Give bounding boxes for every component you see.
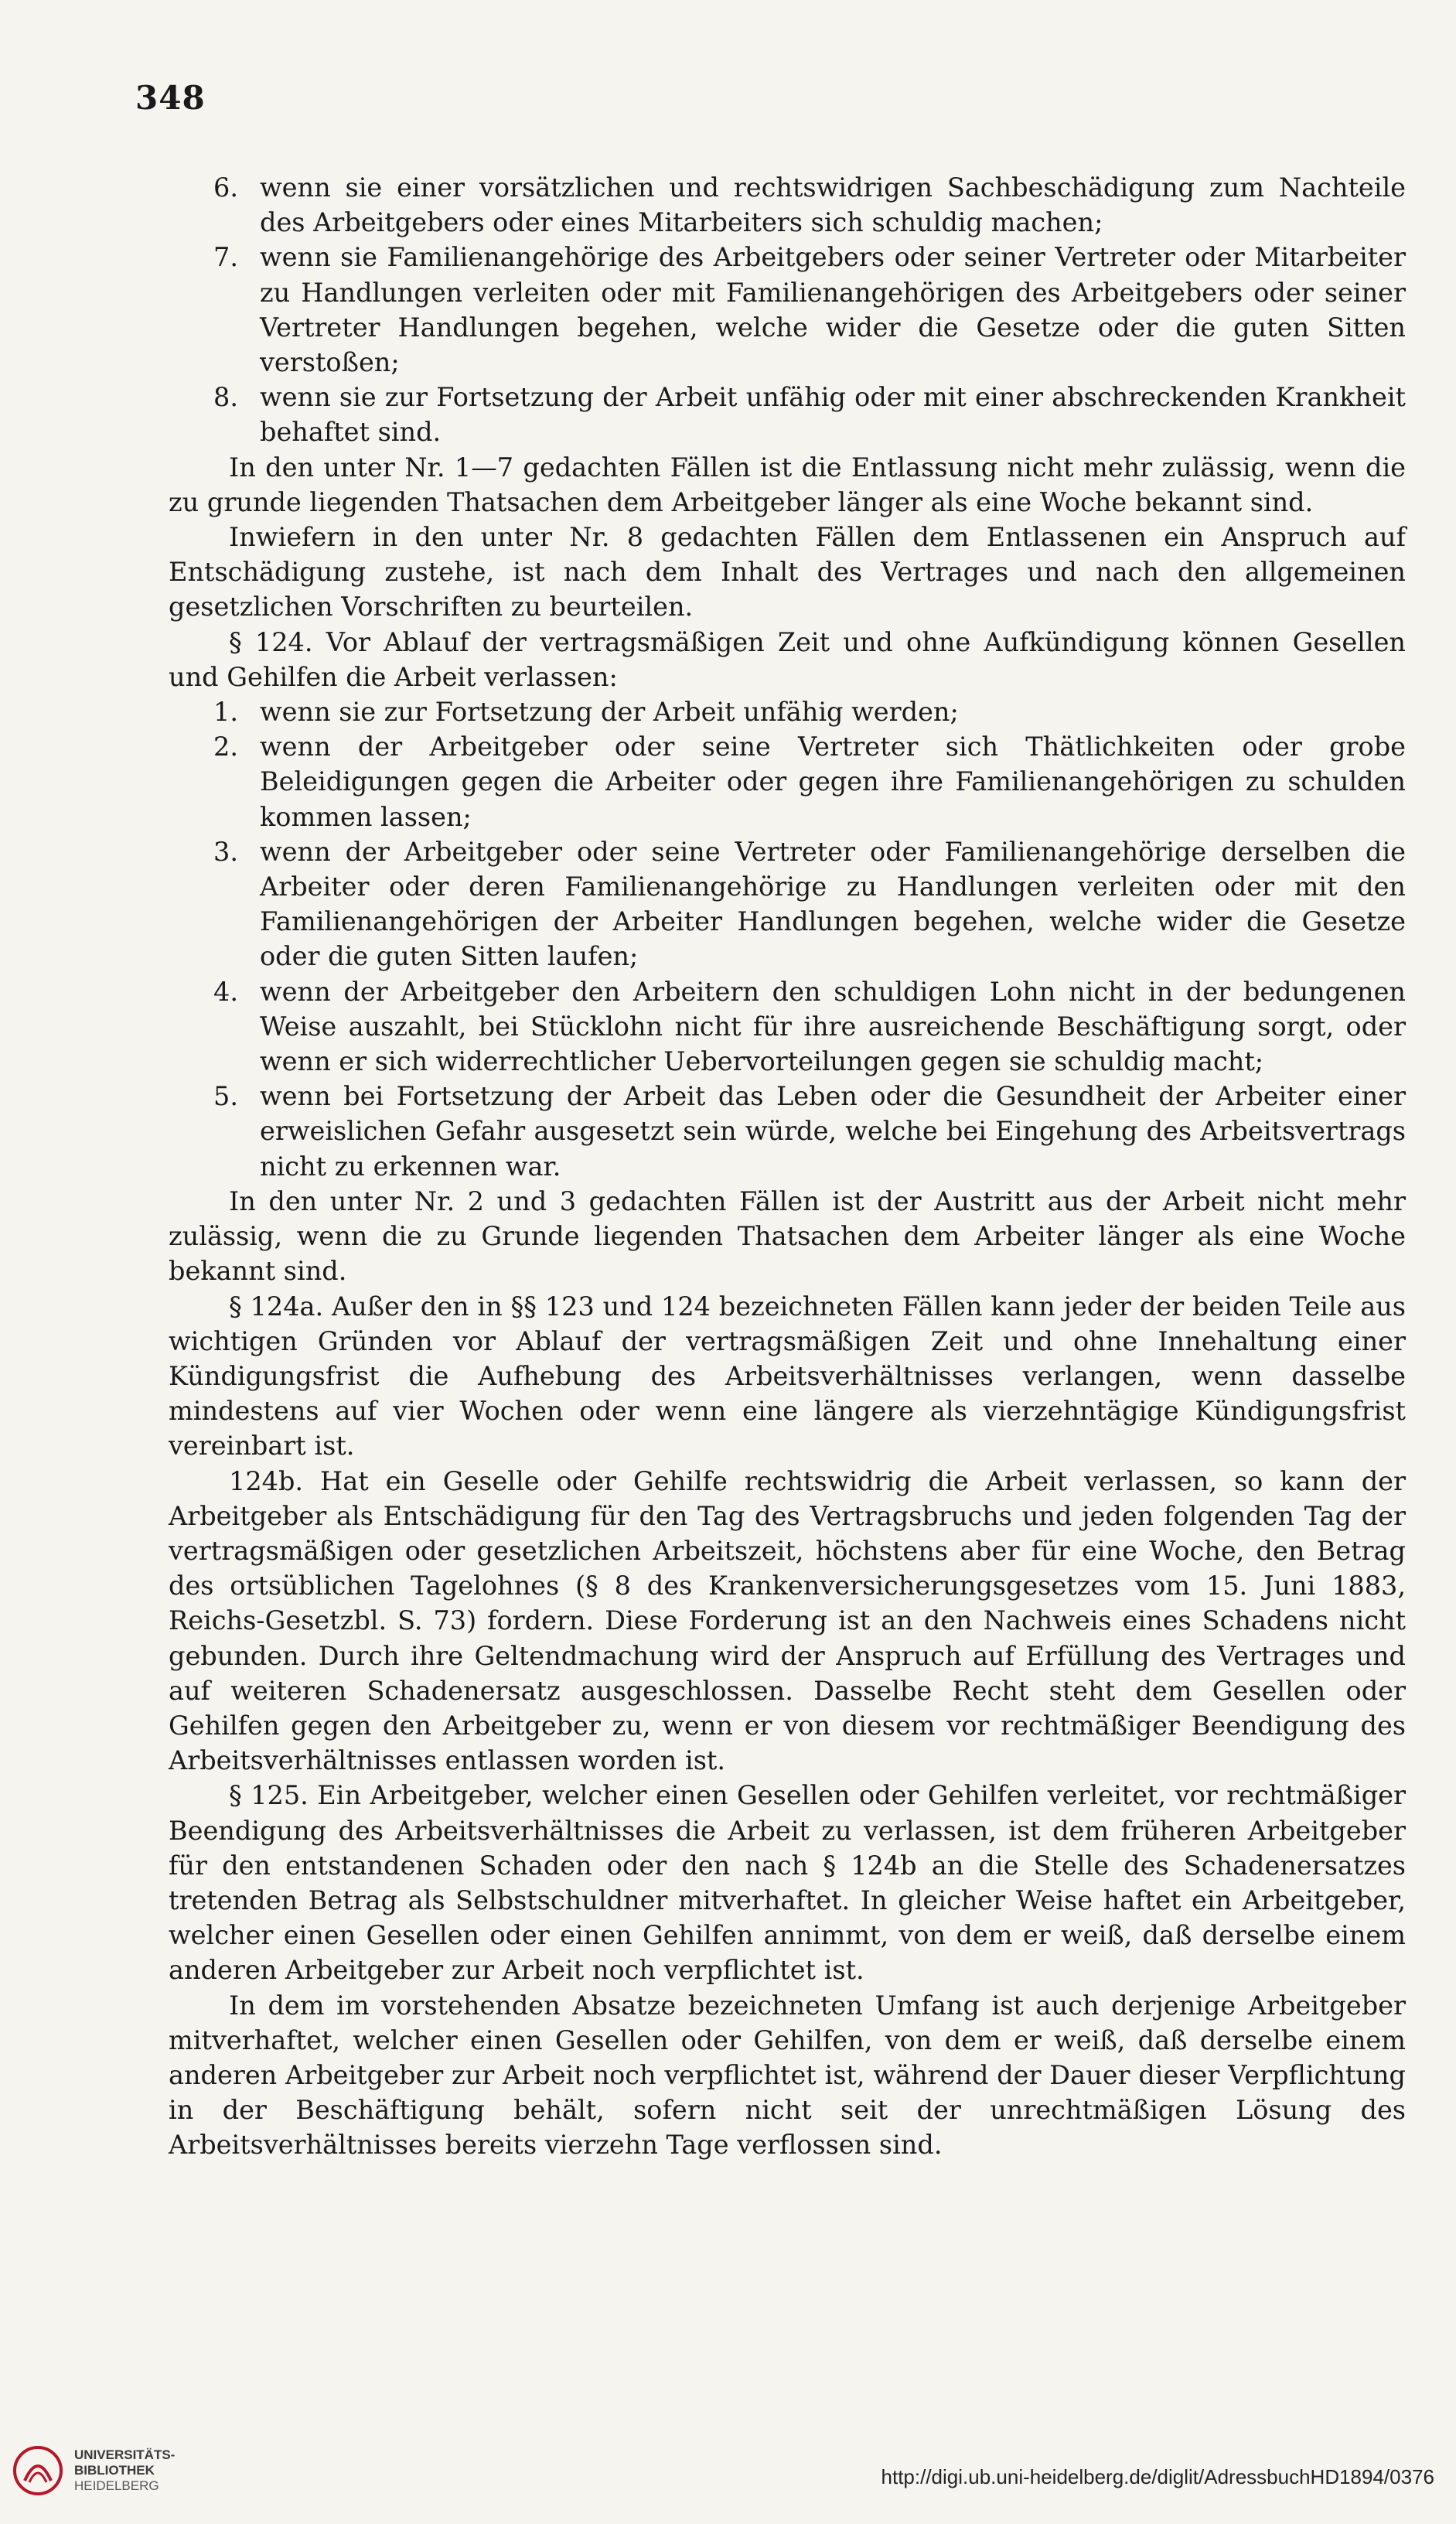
- list-item: [169, 729, 1406, 834]
- source-url[interactable]: http://digi.ub.uni-heidelberg.de/diglit/AdressbuchHD1894/0376: [881, 2465, 1434, 2488]
- item-number: 6.: [213, 172, 238, 203]
- body-text: [169, 170, 1406, 2163]
- item-text: wenn sie Familienangehörige des Arbeitgebers oder seiner Vertreter oder Mitarbeiter zu Handlungen verleiten oder mit Familienangehörigen des Arbeitgebers oder seiner Vertreter Handlungen begehen, welche wider die Gesetze oder die guten Sitten verstoßen;: [260, 242, 1406, 378]
- item-text: wenn sie einer vorsätzlichen und rechtswidrigen Sachbeschädigung zum Nachteile des Arbeitgebers oder eines Mitarbeiters sich schuldig machen;: [260, 172, 1406, 238]
- item-text: wenn der Arbeitgeber oder seine Vertreter sich Thätlichkeiten oder grobe Beleidigungen gegen die Arbeiter oder gegen ihre Familienangehörigen zu schulden kommen lassen;: [260, 732, 1406, 832]
- item-number: 3.: [213, 836, 238, 867]
- list-item: [169, 240, 1406, 380]
- item-number: 2.: [213, 732, 238, 762]
- section-125: § 125. Ein Arbeitgeber, welcher einen Gesellen oder Gehilfen verleitet, vor rechtmäßiger Beendigung des Arbeitsverhältnisses die Arbeit zu verlassen, ist dem früheren Arbeitgeber für den entstandenen Schaden oder den nach § 124b an die Stelle des Schadenersatzes tretenden Betrag als Selbstschuldner mitverhaftet. In gleicher Weise haftet ein Arbeitgeber, welcher einen Gesellen oder einen Gehilfen annimmt, von dem er weiß, daß derselbe einem anderen Arbeitgeber zur Arbeit noch verpflichtet ist.: [169, 1780, 1406, 1986]
- logo-line: BIBLIOTHEK: [74, 2463, 155, 2478]
- paragraph: In dem im vorstehenden Absatze bezeichneten Umfang ist auch derjenige Arbeitgeber mitverhaftet, welcher einen Gesellen oder Gehilfen, von dem er weiß, daß derselbe einem anderen Arbeitgeber zur Arbeit noch verpflichtet ist, während der Dauer dieser Verpflichtung in der Beschäftigung behält, sofern nicht seit der unrechtmäßigen Lösung des Arbeitsverhältnisses bereits vierzehn Tage verflossen sind.: [169, 1990, 1406, 2161]
- paragraph: In den unter Nr. 2 und 3 gedachten Fällen ist der Austritt aus der Arbeit nicht mehr zulässig, wenn die zu Grunde liegenden Thatsachen dem Arbeiter länger als eine Woche bekannt sind.: [169, 1185, 1406, 1287]
- item-number: 4.: [213, 976, 238, 1007]
- library-logo-text: [74, 2447, 175, 2494]
- list-item: [169, 170, 1406, 240]
- paragraph: Inwiefern in den unter Nr. 8 gedachten Fällen dem Entlassenen ein Anspruch auf Entschädigung zustehe, ist nach dem Inhalt des Vertrages und nach den allgemeinen gesetzlichen Vorschriften zu beurteilen.: [169, 522, 1406, 622]
- list-item: [169, 380, 1406, 449]
- section-124a: § 124a. Außer den in §§ 123 und 124 bezeichneten Fällen kann jeder der beiden Teile aus wichtigen Gründen vor Ablauf der vertragsmäßigen Zeit und ohne Innehaltung einer Kündigungsfrist die Aufhebung des Arbeitsverhältnisses verlangen, wenn dasselbe mindestens auf vier Wochen oder wenn eine längere als vierzehntägige Kündigungsfrist vereinbart ist.: [169, 1291, 1406, 1462]
- library-logo-icon: [11, 2444, 65, 2498]
- item-text: wenn sie zur Fortsetzung der Arbeit unfähig werden;: [260, 697, 959, 728]
- item-number: 8.: [213, 382, 238, 413]
- section-124: § 124. Vor Ablauf der vertragsmäßigen Zeit und ohne Aufkündigung können Gesellen und Gehilfen die Arbeit verlassen:: [169, 626, 1406, 692]
- list-item: [169, 1079, 1406, 1184]
- list-item: [169, 834, 1406, 974]
- item-text: wenn sie zur Fortsetzung der Arbeit unfähig oder mit einer abschreckenden Krankheit behaftet sind.: [260, 382, 1406, 448]
- logo-line: HEIDELBERG: [74, 2478, 159, 2493]
- item-number: 1.: [213, 697, 238, 728]
- logo-line: UNIVERSITÄTS-: [74, 2447, 176, 2462]
- item-number: 7.: [213, 242, 238, 273]
- paragraph: In den unter Nr. 1—7 gedachten Fällen ist die Entlassung nicht mehr zulässig, wenn die zu grunde liegenden Thatsachen dem Arbeitgeber länger als eine Woche bekannt sind.: [169, 452, 1406, 517]
- item-text: wenn der Arbeitgeber oder seine Vertreter oder Familienangehörige derselben die Arbeiter oder deren Familienangehörige zu Handlungen verleiten oder mit den Familienangehörigen der Arbeiter Handlungen begehen, welche wider die Gesetze oder die guten Sitten laufen;: [260, 836, 1406, 972]
- item-text: wenn der Arbeitgeber den Arbeitern den schuldigen Lohn nicht in der bedungenen Weise auszahlt, bei Stücklohn nicht für ihre ausreichende Beschäftigung sorgt, oder wenn er sich widerrechtlicher Uebervorteilungen gegen sie schuldig macht;: [260, 976, 1406, 1077]
- list-item: [169, 694, 1406, 729]
- section-124b: 124b. Hat ein Geselle oder Gehilfe rechtswidrig die Arbeit verlassen, so kann der Arbeitgeber als Entschädigung für den Tag des Vertragsbruchs und jeden folgenden Tag der vertragsmäßigen oder gesetzlichen Arbeitszeit, höchstens aber für eine Woche, den Betrag des ortsüblichen Tagelohnes (§ 8 des Krankenversicherungsgesetzes vom 15. Juni 1883, Reichs-Gesetzbl. S. 73) fordern. Diese Forderung ist an den Nachweis eines Schadens nicht gebunden. Durch ihre Geltendmachung wird der Anspruch auf Erfüllung des Vertrages und auf weiteren Schadenersatz ausgeschlossen. Dasselbe Recht steht dem Gesellen oder Gehilfen gegen den Arbeitgeber zu, wenn er von diesem vor rechtmäßiger Beendigung des Arbeitsverhältnisses entlassen worden ist.: [169, 1465, 1406, 1776]
- item-number: 5.: [213, 1081, 238, 1112]
- list-item: [169, 974, 1406, 1080]
- library-logo: [11, 2436, 289, 2505]
- item-text: wenn bei Fortsetzung der Arbeit das Leben oder die Gesundheit der Arbeiter einer erweislichen Gefahr ausgesetzt sein würde, welche bei Eingehung des Arbeitsvertrags nicht zu erkennen war.: [260, 1081, 1406, 1182]
- page-number: 348: [135, 79, 206, 117]
